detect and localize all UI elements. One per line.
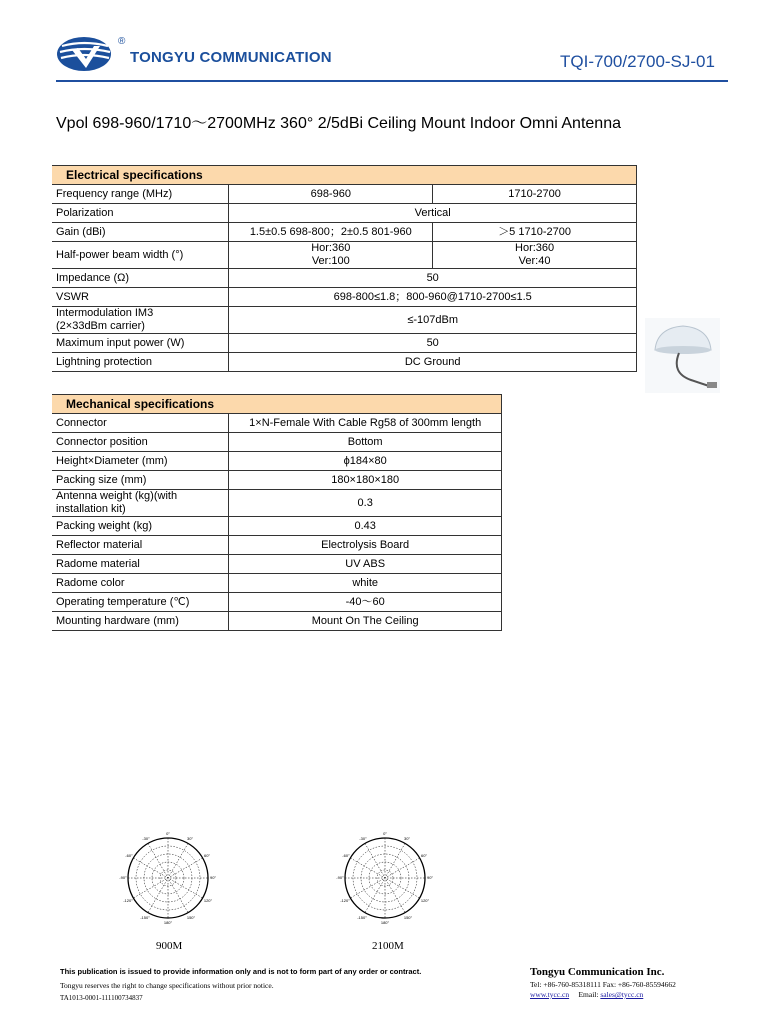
beam-ver-low: Ver:100 <box>311 255 350 267</box>
angle-label: 120° <box>203 898 213 903</box>
page-title: Vpol 698-960/1710～2700MHz 360° 2/5dBi Ceiling Mount Indoor Omni Antenna <box>56 115 621 132</box>
spec-label: Radome color <box>52 574 229 593</box>
table-row <box>52 288 637 307</box>
spec-value: 698-960 <box>229 185 433 204</box>
spec-label: Packing weight (kg) <box>52 517 229 536</box>
radiation-pattern-2100m <box>335 828 435 928</box>
angle-label: 120° <box>420 898 430 903</box>
angle-label: -30° <box>142 836 150 841</box>
spec-label: VSWR <box>52 288 229 307</box>
angle-label: -60° <box>342 853 350 858</box>
table-row <box>52 536 502 555</box>
angle-label: -60° <box>125 853 133 858</box>
header-rule <box>56 80 728 82</box>
spec-label: Gain (dBi) <box>52 223 229 242</box>
angle-label: 90° <box>426 875 434 880</box>
spec-label: Height×Diameter (mm) <box>52 452 229 471</box>
spec-label: Mounting hardware (mm) <box>52 612 229 631</box>
spec-label <box>52 307 229 334</box>
angle-label: -150° <box>357 915 367 920</box>
im3-label-line2: (2×33dBm carrier) <box>56 320 145 332</box>
footer-tel-fax: Tel: +86-760-85318111 Fax: +86-760-85594662 <box>530 980 676 989</box>
table-row <box>52 223 637 242</box>
registered-mark: ® <box>118 36 126 47</box>
spec-value: ≤-107dBm <box>229 307 637 334</box>
tongyu-logo <box>56 32 128 74</box>
angle-label: -150° <box>140 915 150 920</box>
spec-label: Antenna weight (kg)(with installation kit) <box>52 490 229 517</box>
angle-label: -90° <box>336 875 344 880</box>
spec-value: 698-800≤1.8；800-960@1710-2700≤1.5 <box>229 288 637 307</box>
mechanical-heading: Mechanical specifications <box>52 395 502 414</box>
table-row <box>52 185 637 204</box>
antenna-photo <box>645 318 720 393</box>
spec-value: 1710-2700 <box>433 185 637 204</box>
spec-label: Polarization <box>52 204 229 223</box>
spec-value: Bottom <box>229 433 502 452</box>
website-link[interactable]: www.tycc.cn <box>530 990 570 999</box>
angle-label: 0° <box>166 831 170 836</box>
brand-name: TONGYU COMMUNICATION <box>130 49 332 66</box>
angle-label: -90° <box>119 875 127 880</box>
spec-value: ϕ184×80 <box>229 452 502 471</box>
spec-value: 50 <box>229 334 637 353</box>
beam-hor-low: Hor:360 <box>311 242 351 254</box>
spec-value: 0.3 <box>229 490 502 517</box>
table-row <box>52 517 502 536</box>
angle-label: 150° <box>403 915 413 920</box>
beam-ver-high: Ver:40 <box>518 255 551 267</box>
table-row <box>52 334 637 353</box>
spec-label: Radome material <box>52 555 229 574</box>
angle-label: 60° <box>420 853 428 858</box>
spec-label: Reflector material <box>52 536 229 555</box>
electrical-specs-table <box>52 165 637 372</box>
spec-value <box>229 242 433 269</box>
spec-value <box>433 242 637 269</box>
angle-label: 30° <box>186 836 194 841</box>
table-row <box>52 433 502 452</box>
table-row <box>52 414 502 433</box>
table-row <box>52 307 637 334</box>
table-row <box>52 471 502 490</box>
spec-value: Electrolysis Board <box>229 536 502 555</box>
spec-value: white <box>229 574 502 593</box>
table-row <box>52 555 502 574</box>
spec-value: 1.5±0.5 698-800；2±0.5 801-960 <box>229 223 433 242</box>
angle-label: 60° <box>203 853 211 858</box>
table-row <box>52 612 502 631</box>
spec-value: DC Ground <box>229 353 637 372</box>
pattern-label-900m: 900M <box>156 940 183 952</box>
spec-label: Connector position <box>52 433 229 452</box>
angle-label: 180° <box>380 920 390 925</box>
angle-label: 30° <box>403 836 411 841</box>
spec-label: Maximum input power (W) <box>52 334 229 353</box>
footer-company: Tongyu Communication Inc. <box>530 966 665 978</box>
email-label: Email: <box>578 990 599 999</box>
table-row <box>52 204 637 223</box>
spec-value: Vertical <box>229 204 637 223</box>
model-number: TQI-700/2700-SJ-01 <box>560 52 715 71</box>
electrical-heading: Electrical specifications <box>52 166 637 185</box>
footer-doc-code: TA1013-0001-111100734837 <box>60 994 143 1002</box>
table-row <box>52 593 502 612</box>
angle-label: -30° <box>359 836 367 841</box>
angle-label: 90° <box>209 875 217 880</box>
spec-label: Frequency range (MHz) <box>52 185 229 204</box>
beam-hor-high: Hor:360 <box>515 242 555 254</box>
pattern-label-2100m: 2100M <box>372 940 404 952</box>
table-row <box>52 242 637 269</box>
spec-label: Lightning protection <box>52 353 229 372</box>
spec-value: 50 <box>229 269 637 288</box>
spec-value: 0.43 <box>229 517 502 536</box>
footer-disclaimer: This publication is issued to provide information only and is not to form part of any order or contract. <box>60 967 422 976</box>
spec-value: 1×N-Female With Cable Rg58 of 300mm length <box>229 414 502 433</box>
spec-value: ＞5 1710-2700 <box>433 223 637 242</box>
spec-label: Packing size (mm) <box>52 471 229 490</box>
im3-label-line1: Intermodulation IM3 <box>56 307 154 319</box>
spec-label: Operating temperature (℃) <box>52 593 229 612</box>
email-link[interactable]: sales@tycc.cn <box>600 990 644 999</box>
spec-label: Connector <box>52 414 229 433</box>
spec-value: 180×180×180 <box>229 471 502 490</box>
spec-label: Impedance (Ω) <box>52 269 229 288</box>
spec-value: Mount On The Ceiling <box>229 612 502 631</box>
table-row <box>52 452 502 471</box>
angle-label: 0° <box>383 831 387 836</box>
table-row <box>52 574 502 593</box>
angle-label: -120° <box>123 898 133 903</box>
angle-label: -120° <box>340 898 350 903</box>
table-row <box>52 353 637 372</box>
footer-notice: Tongyu reserves the right to change specifications without prior notice. <box>60 981 274 990</box>
mechanical-specs-table <box>52 394 502 631</box>
spec-value: UV ABS <box>229 555 502 574</box>
angle-label: 180° <box>163 920 173 925</box>
table-row <box>52 490 502 517</box>
spec-value: -40～60 <box>229 593 502 612</box>
spec-label: Half-power beam width (°) <box>52 242 229 269</box>
angle-label: 150° <box>186 915 196 920</box>
footer-contact <box>530 990 643 999</box>
table-row <box>52 269 637 288</box>
radiation-pattern-900m <box>118 828 218 928</box>
